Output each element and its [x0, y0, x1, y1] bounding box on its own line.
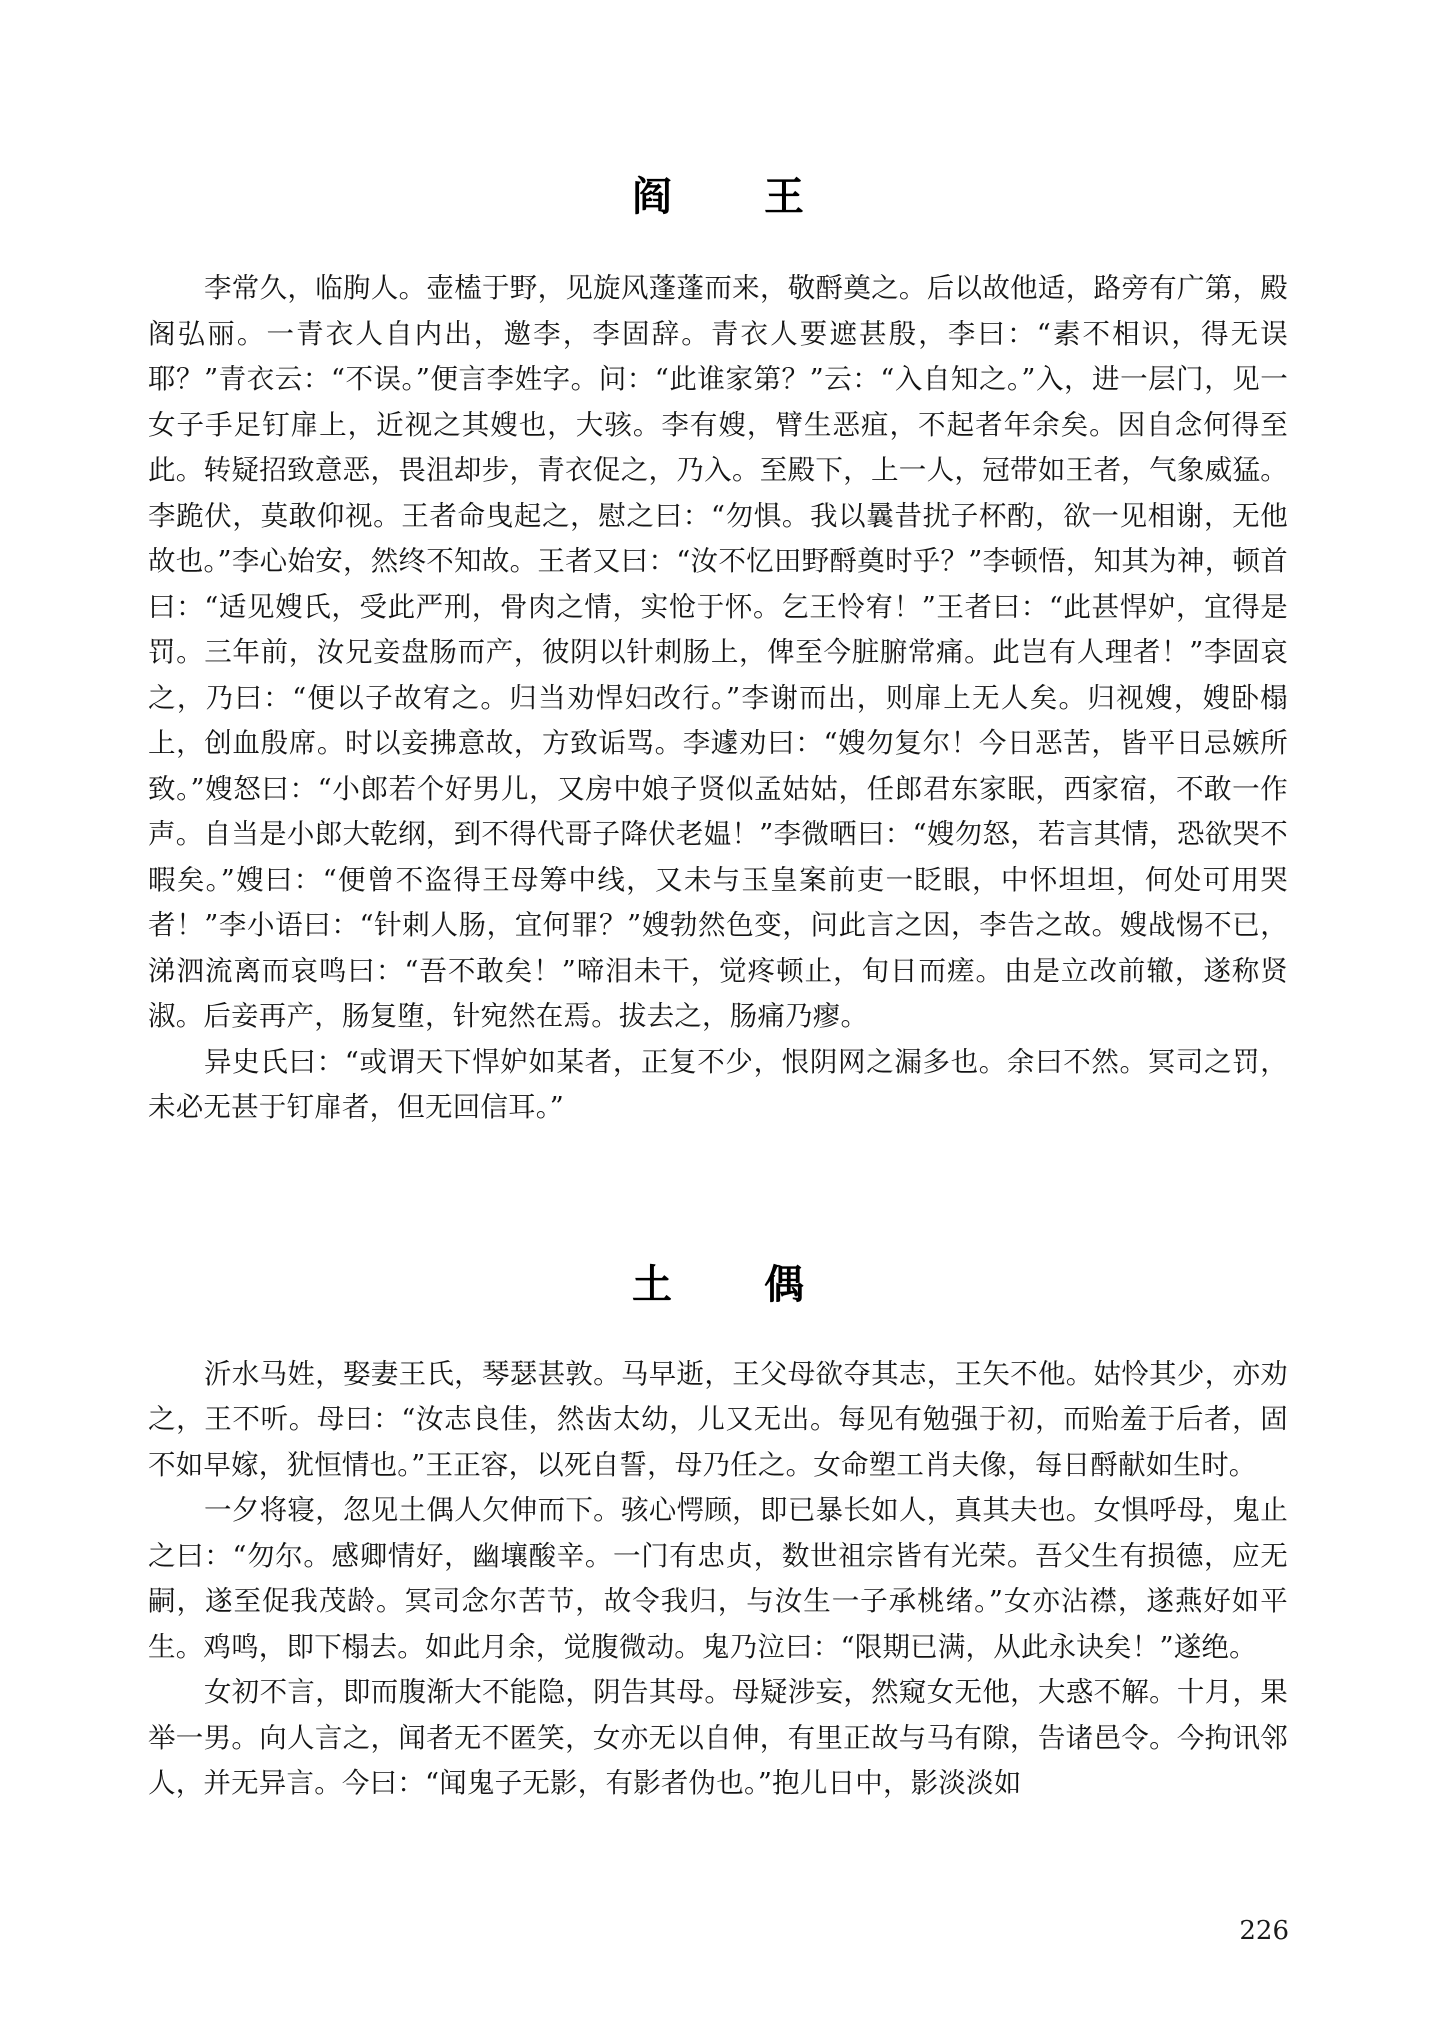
paragraph: 女初不言，即而腹渐大不能隐，阴告其母。母疑涉妄，然窥女无他，大惑不解。十月，果举一男。向人言之，闻者无不匿笑，女亦无以自伸，有里正故与马有隙，告诸邑令。今拘讯邻人，并无异言。今曰：“闻鬼子无影，有影者伪也。”抱儿日中，影淡淡如	[148, 1676, 1288, 1799]
page-content	[148, 0, 1288, 1807]
section-body-yanwang	[148, 266, 1288, 1131]
page-number: 226	[1239, 1916, 1289, 1946]
paragraph: 沂水马姓，娶妻王氏，琴瑟甚敦。马早逝，王父母欲夺其志，王矢不他。姑怜其少，亦劝之，王不听。母曰：“汝志良佳，然齿太幼，儿又无出。每见有勉强于初，而贻羞于后者，固不如早嫁，犹恒情也。”王正容，以死自誓，母乃任之。女命塑工肖夫像，每日酹献如生时。	[148, 1357, 1288, 1481]
paragraph: 一夕将寝，忽见土偶人欠伸而下。骇心愕顾，即已暴长如人，真其夫也。女惧呼母，鬼止之曰：“勿尔。感卿情好，幽壤酸辛。一门有忠贞，数世祖宗皆有光荣。吾父生有损德，应无嗣，遂至促我茂龄。冥司念尔苦节，故令我归，与汝生一子承桃绪。”女亦沾襟，遂燕好如平生。鸡鸣，即下榻去。如此月余，觉腹微动。鬼乃泣曰：“限期已满，从此永诀矣！”遂绝。	[148, 1494, 1288, 1663]
paragraph: 李常久，临朐人。壶榼于野，见旋风蓬蓬而来，敬酹奠之。后以故他适，路旁有广第，殿阁弘丽。一青衣人自内出，邀李，李固辞。青衣人要遮甚殷，李曰：“素不相识，得无误耶？”青衣云：“不误。”便言李姓字。问：“此谁家第？”云：“入自知之。”入，进一层门，见一女子手足钉扉上，近视之其嫂也，大骇。李有嫂，臂生恶疽，不起者年余矣。因自念何得至此。转疑招致意恶，畏沮却步，青衣促之，乃入。至殿下，上一人，冠带如王者，气象威猛。李跪伏，莫敢仰视。王者命曳起之，慰之曰：“勿惧。我以曩昔扰子杯酌，欲一见相谢，无他故也。”李心始安，然终不知故。王者又曰：“汝不忆田野酹奠时乎？”李顿悟，知其为神，顿首曰：“适见嫂氏，受此严刑，骨肉之情，实怆于怀。乞王怜宥！”王者曰：“此甚悍妒，宜得是罚。三年前，汝兄妾盘肠而产，彼阴以针刺肠上，俾至今脏腑常痛。此岂有人理者！”李固哀之，乃曰：“便以子故宥之。归当劝悍妇改行。”李谢而出，则扉上无人矣。归视嫂，嫂卧榻上，创血殷席。时以妾拂意故，方致诟骂。李遽劝曰：“嫂勿复尔！今日恶苦，皆平日忌嫉所致。”嫂怒曰：“小郎若个好男儿，又房中娘子贤似孟姑姑，任郎君东家眠，西家宿，不敢一作声。自当是小郎大乾纲，到不得代哥子降伏老媪！”李微晒曰：“嫂勿怒，若言其情，恐欲哭不暇矣。”嫂曰：“便曾不盗得王母筹中线，又未与玉皇案前吏一眨眼，中怀坦坦，何处可用哭者！”李小语曰：“针刺人肠，宜何罪？”嫂勃然色变，问此言之因，李告之故。嫂战惕不已，涕泗流离而哀鸣曰：“吾不敢矣！”啼泪未干，觉疼顿止，旬日而瘥。由是立改前辙，遂称贤淑。后妾再产，肠复堕，针宛然在焉。拔去之，肠痛乃瘳。	[148, 272, 1288, 1032]
section-body-tuou	[148, 1352, 1288, 1807]
section-title-yanwang: 阎 王	[632, 173, 830, 220]
paragraph: 异史氏曰：“或谓天下悍妒如某者，正复不少，恨阴网之漏多也。余曰不然。冥司之罚，未必无甚于钉扉者，但无回信耳。”	[148, 1045, 1288, 1123]
section-title-tuou: 土 偶	[632, 1260, 830, 1308]
